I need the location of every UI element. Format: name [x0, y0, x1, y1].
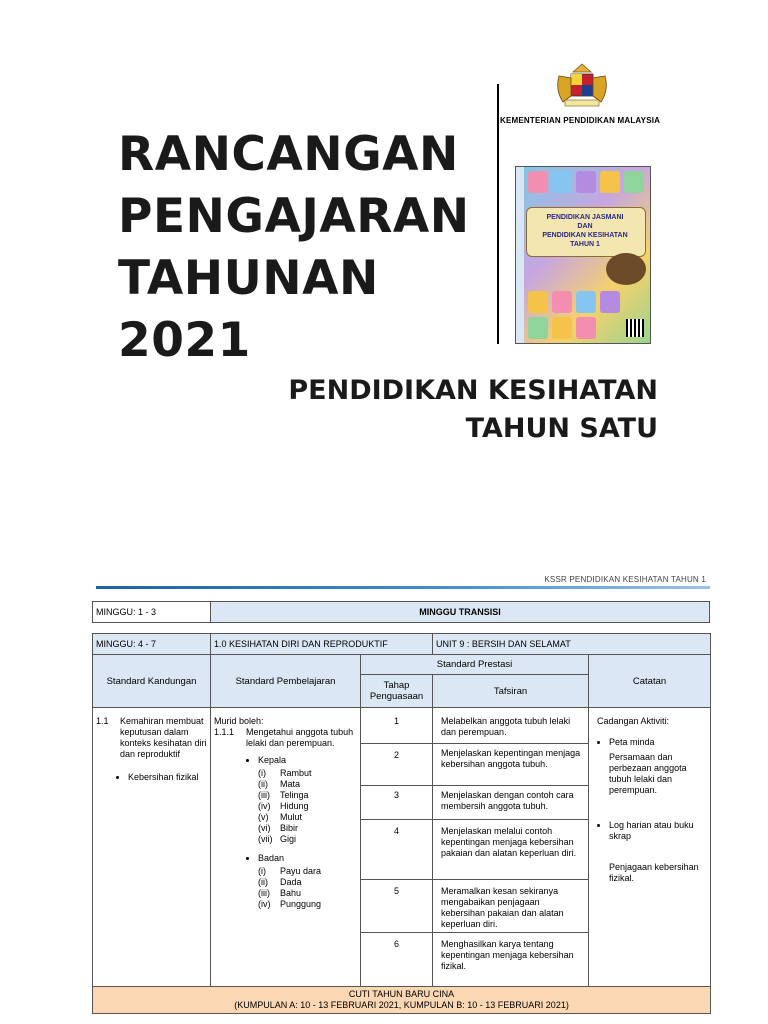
unit-topic: 1.0 KESIHATAN DIRI DAN REPRODUKTIF [211, 634, 433, 655]
pembelajaran-text: Mengetahui anggota tubuh lelaki dan perempuan. [246, 727, 354, 748]
body-part-item: (iv) Hidung [258, 801, 309, 811]
body-part-item: (i) Rambut [258, 768, 312, 778]
header-rule [96, 586, 710, 589]
cover-title-line: PENGAJARAN [118, 189, 470, 244]
header-prestasi: Standard Prestasi [361, 655, 589, 675]
subject-line: TAHUN SATU [465, 413, 658, 444]
body-part-item: (ii) Dada [258, 877, 302, 887]
cover-title [118, 124, 470, 372]
holiday-row [93, 987, 711, 1014]
kandungan-bullet: • Kebersihan fizikal [128, 772, 207, 783]
group-label: • Badan [258, 853, 357, 864]
header-pembelajaran: Standard Pembelajaran [211, 655, 361, 708]
catatan-note: Persamaan dan perbezaan anggota tubuh lelaki dan perempuan. [609, 752, 687, 795]
page-header: KSSR PENDIDIKAN KESIHATAN TAHUN 1 [544, 575, 706, 584]
level-description: Menjelaskan melalui contoh kepentingan menjaga kebersihan pakaian dan alatan keperluan diri. [433, 820, 589, 880]
catatan-activity: • Peta minda [609, 737, 707, 748]
ministry-name: KEMENTERIAN PENDIDIKAN MALAYSIA [500, 116, 661, 125]
textbook-cover-image [515, 166, 651, 344]
transition-week: MINGGU: 1 - 3 [93, 602, 211, 623]
unit-week: MINGGU: 4 - 7 [93, 634, 211, 655]
textbook-title: PENDIDIKAN JASMANI DAN PENDIDIKAN KESIHATAN TAHUN 1 [542, 214, 628, 248]
catatan-cell [589, 708, 711, 987]
pembelajaran-cell [211, 708, 361, 987]
kandungan-code: 1.1 [96, 716, 109, 726]
cover-title-line: RANCANGAN [118, 127, 459, 182]
body-part-item: (iv) Punggung [258, 899, 322, 909]
body-part-item: (ii) Mata [258, 779, 301, 789]
holiday-dates: (KUMPULAN A: 10 - 13 FEBRUARI 2021, KUMPULAN B: 10 - 13 FEBRUARI 2021) [234, 1000, 569, 1010]
header-tafsiran: Tafsiran [433, 675, 589, 708]
group-label: • Kepala [258, 755, 357, 766]
header-kandungan: Standard Kandungan [93, 655, 211, 708]
transition-label: MINGGU TRANSISI [211, 602, 710, 623]
level-description: Menjelaskan kepentingan menjaga kebersihan anggota tubuh. [433, 744, 589, 786]
body-part-item: (iii) Telinga [258, 790, 309, 800]
cover-subject [288, 372, 658, 448]
level-number: 2 [361, 744, 433, 786]
level-description: Melabelkan anggota tubuh lelaki dan perempuan. [433, 708, 589, 744]
catatan-activity: • Log harian atau buku skrap [609, 820, 707, 842]
level-description: Menghasilkan karya tentang kepentingan menjaga kebersihan fizikal. [433, 933, 589, 987]
cover-divider [497, 84, 499, 344]
level-number: 3 [361, 786, 433, 820]
body-part-item: (iii) Bahu [258, 888, 302, 898]
qr-code-icon [626, 319, 644, 337]
cover-title-line: TAHUNAN [118, 251, 379, 306]
level-description: Meramalkan kesan sekiranya mengabaikan penjagaan kebersihan pakaian dan alatan keperluan diri. [433, 880, 589, 933]
kandungan-cell [93, 708, 211, 987]
catatan-note: Penjagaan kebersihan fizikal. [609, 862, 699, 883]
body-part-item: (vii) Gigi [258, 834, 297, 844]
level-number: 1 [361, 708, 433, 744]
coat-of-arms-icon [553, 62, 611, 112]
header-catatan: Catatan [589, 655, 711, 708]
body-part-item: (vi) Bibir [258, 823, 299, 833]
body-part-item: (v) Mulut [258, 812, 303, 822]
pembelajaran-intro: Murid boleh: [214, 716, 264, 726]
level-number: 5 [361, 880, 433, 933]
level-description: Menjelaskan dengan contoh cara membersih anggota tubuh. [433, 786, 589, 820]
header-tahap: Tahap Penguasaan [361, 675, 433, 708]
unit-title: UNIT 9 : BERSIH DAN SELAMAT [433, 634, 711, 655]
level-number: 6 [361, 933, 433, 987]
holiday-title: CUTI TAHUN BARU CINA [348, 989, 455, 999]
kandungan-text: Kemahiran membuat keputusan dalam konteks kesihatan diri dan reproduktif [120, 716, 207, 759]
catatan-intro: Cadangan Aktiviti: [597, 716, 670, 726]
level-number: 4 [361, 820, 433, 880]
cover-title-line: 2021 [118, 313, 251, 368]
lesson-plan-table [92, 633, 711, 1014]
body-part-item: (i) Payu dara [258, 866, 322, 876]
transition-table [92, 601, 710, 623]
subject-line: PENDIDIKAN KESIHATAN [288, 375, 658, 406]
pembelajaran-code: 1.1.1 [214, 727, 235, 737]
